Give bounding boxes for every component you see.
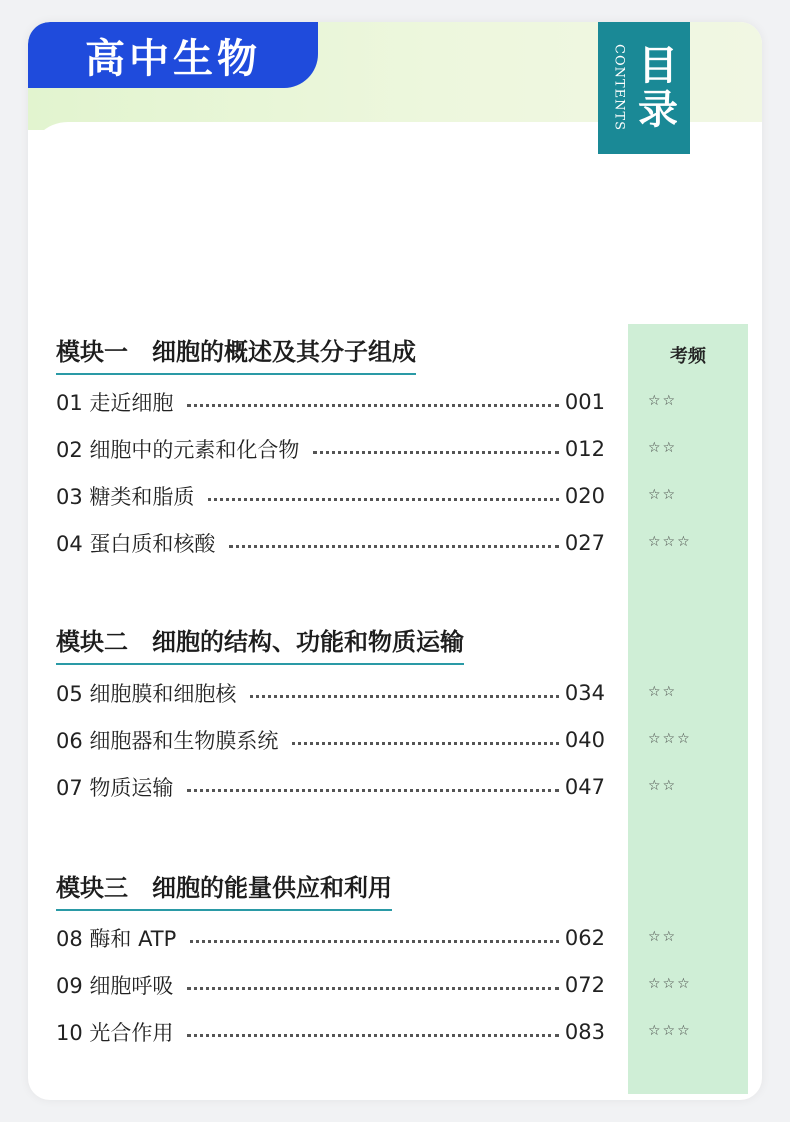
entry-label: 05 细胞膜和细胞核 bbox=[56, 682, 237, 706]
toc-badge bbox=[598, 22, 690, 154]
entry-page-number: 034 bbox=[564, 681, 605, 705]
toc-title: 目录 bbox=[631, 44, 678, 132]
frequency-stars: ☆☆ bbox=[648, 393, 678, 409]
frequency-stars: ☆☆☆ bbox=[648, 731, 692, 747]
module-title: 模块二 细胞的结构、功能和物质运输 bbox=[56, 622, 464, 665]
dot-leader bbox=[190, 940, 559, 943]
entry-label: 06 细胞器和生物膜系统 bbox=[56, 729, 279, 753]
frequency-header: 考频 bbox=[670, 346, 706, 367]
entry-page-number: 062 bbox=[564, 926, 605, 950]
dot-leader bbox=[208, 498, 559, 501]
dot-leader bbox=[187, 1034, 559, 1037]
frequency-stars: ☆☆☆ bbox=[648, 534, 692, 550]
dot-leader bbox=[187, 789, 559, 792]
dot-leader bbox=[187, 987, 559, 990]
entry-label: 08 酶和 ATP bbox=[56, 927, 177, 951]
toc-page bbox=[28, 22, 762, 1100]
entry-label: 07 物质运输 bbox=[56, 776, 174, 800]
module-title: 模块三 细胞的能量供应和利用 bbox=[56, 868, 392, 911]
dot-leader bbox=[229, 545, 559, 548]
dot-leader bbox=[292, 742, 559, 745]
entry-label: 01 走近细胞 bbox=[56, 391, 174, 415]
frequency-stars: ☆☆ bbox=[648, 440, 678, 456]
contents-label: CONTENTS bbox=[611, 44, 627, 132]
entry-label: 04 蛋白质和核酸 bbox=[56, 532, 216, 556]
toc-entry[interactable] bbox=[56, 725, 605, 755]
frequency-stars: ☆☆ bbox=[648, 929, 678, 945]
toc-entry[interactable] bbox=[56, 772, 605, 802]
toc-entry[interactable] bbox=[56, 528, 605, 558]
toc-entry[interactable] bbox=[56, 1017, 605, 1047]
entry-page-number: 020 bbox=[564, 484, 605, 508]
module-title: 模块一 细胞的概述及其分子组成 bbox=[56, 332, 416, 375]
toc-entry[interactable] bbox=[56, 434, 605, 464]
entry-page-number: 083 bbox=[564, 1020, 605, 1044]
entry-label: 03 糖类和脂质 bbox=[56, 485, 195, 509]
frequency-stars: ☆☆☆ bbox=[648, 1023, 692, 1039]
subject-tab bbox=[28, 22, 318, 88]
toc-entry[interactable] bbox=[56, 678, 605, 708]
frequency-stars: ☆☆☆ bbox=[648, 976, 692, 992]
entry-label: 09 细胞呼吸 bbox=[56, 974, 174, 998]
entry-label: 10 光合作用 bbox=[56, 1021, 174, 1045]
frequency-stars: ☆☆ bbox=[648, 487, 678, 503]
toc-entry[interactable] bbox=[56, 970, 605, 1000]
subject-title: 高中生物 bbox=[85, 35, 261, 82]
frequency-stars: ☆☆ bbox=[648, 684, 678, 700]
entry-page-number: 001 bbox=[564, 390, 605, 414]
entry-page-number: 047 bbox=[564, 775, 605, 799]
dot-leader bbox=[313, 451, 559, 454]
dot-leader bbox=[187, 404, 559, 407]
entry-page-number: 027 bbox=[564, 531, 605, 555]
toc-entry[interactable] bbox=[56, 923, 605, 953]
entry-page-number: 040 bbox=[564, 728, 605, 752]
dot-leader bbox=[250, 695, 559, 698]
toc-entry[interactable] bbox=[56, 387, 605, 417]
entry-page-number: 012 bbox=[564, 437, 605, 461]
frequency-stars: ☆☆ bbox=[648, 778, 678, 794]
toc-entry[interactable] bbox=[56, 481, 605, 511]
entry-page-number: 072 bbox=[564, 973, 605, 997]
entry-label: 02 细胞中的元素和化合物 bbox=[56, 438, 300, 462]
